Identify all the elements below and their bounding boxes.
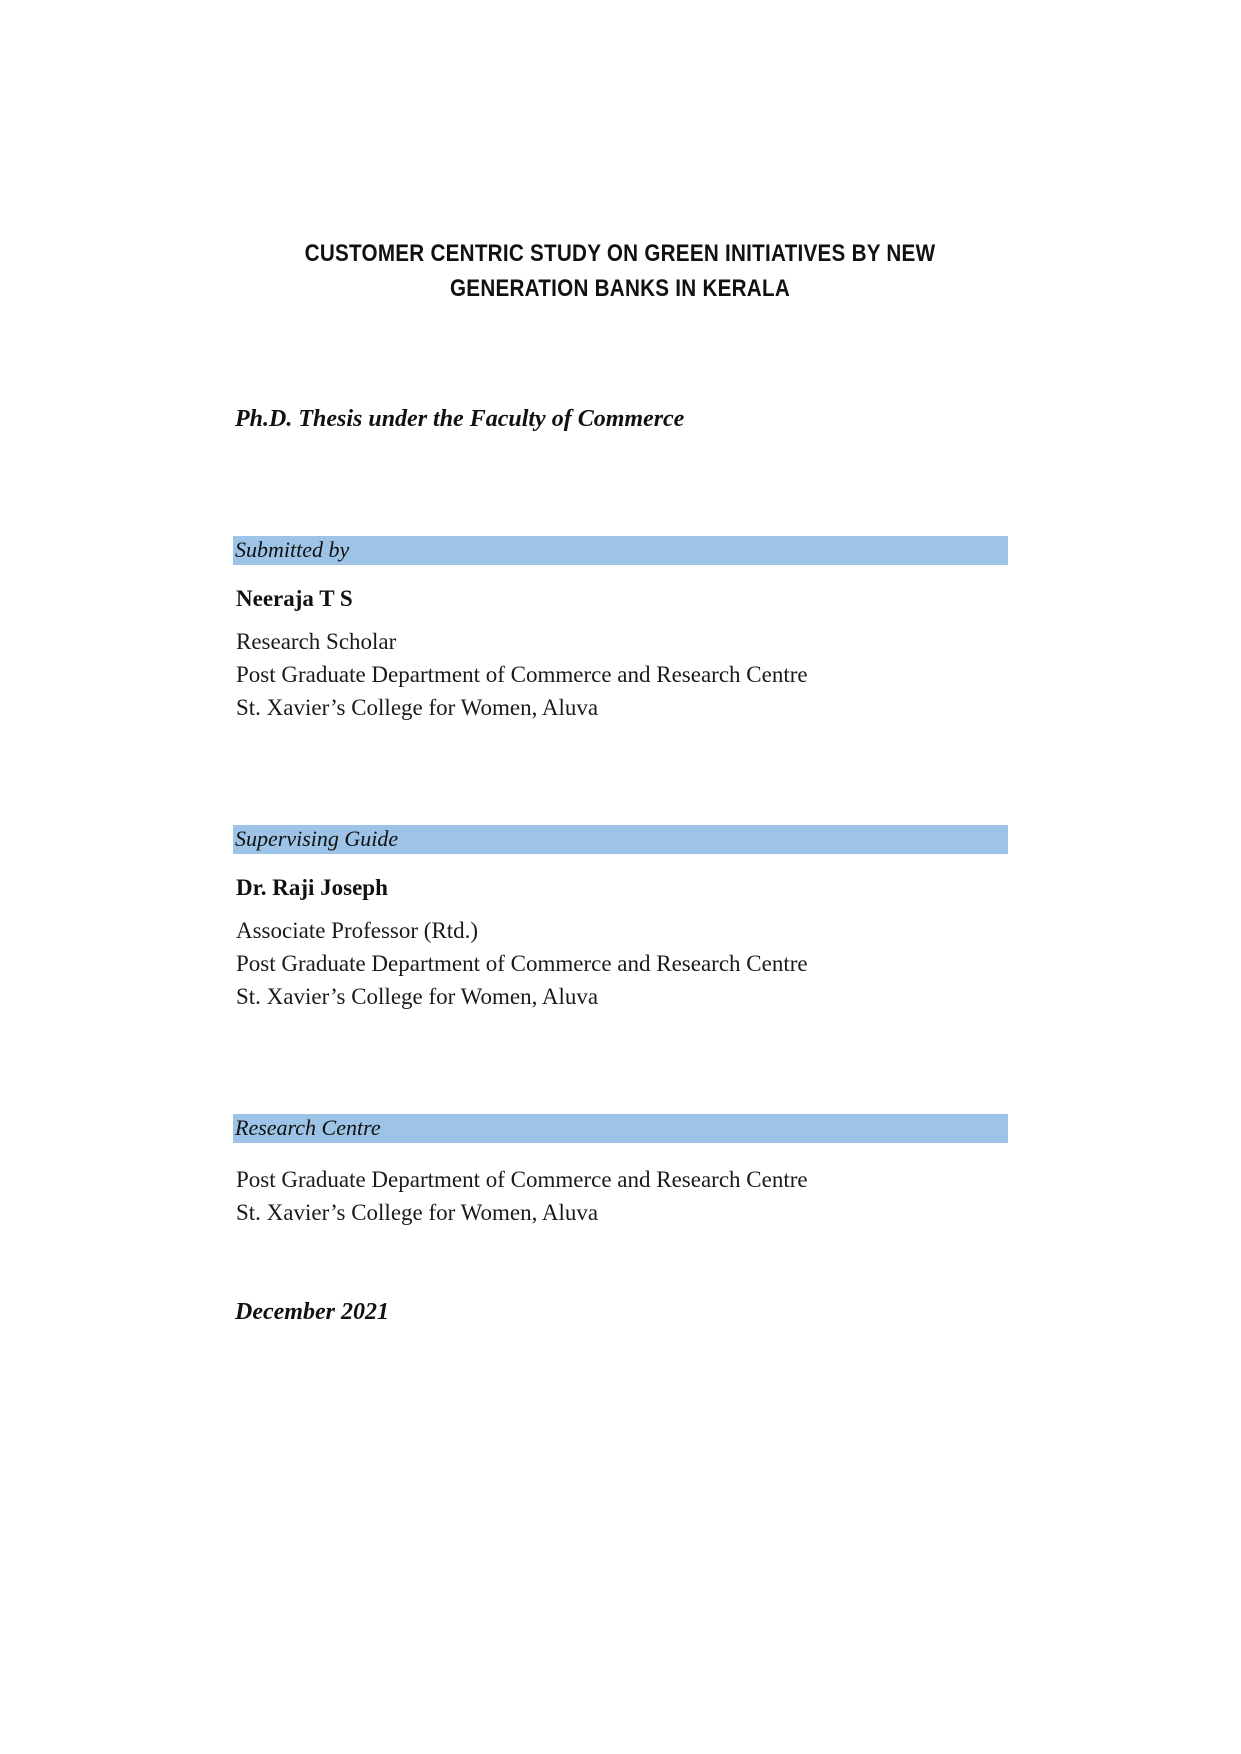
guide-department: Post Graduate Department of Commerce and Research Centre: [236, 951, 808, 976]
scholar-name: Neeraja T S: [236, 586, 353, 611]
thesis-title-line-1: CUSTOMER CENTRIC STUDY ON GREEN INITIATIVES BY NEW: [304, 240, 936, 267]
scholar-college: St. Xavier’s College for Women, Aluva: [236, 695, 599, 720]
guide-designation: Associate Professor (Rtd.): [236, 918, 479, 943]
research-centre-details: [236, 1163, 808, 1229]
supervising-guide-heading: Supervising Guide: [233, 825, 1008, 854]
research-centre-department: Post Graduate Department of Commerce and Research Centre: [236, 1167, 808, 1192]
scholar-details: [236, 625, 808, 724]
thesis-subtitle: Ph.D. Thesis under the Faculty of Commerce: [235, 406, 685, 432]
guide-details: [236, 914, 808, 1013]
guide-college: St. Xavier’s College for Women, Aluva: [236, 984, 599, 1009]
guide-name: Dr. Raji Joseph: [236, 875, 388, 900]
scholar-designation: Research Scholar: [236, 629, 397, 654]
research-centre-heading: Research Centre: [233, 1114, 1008, 1143]
thesis-title-line-2: GENERATION BANKS IN KERALA: [449, 275, 791, 302]
submitted-by-heading: Submitted by: [233, 536, 1008, 565]
submission-date: December 2021: [235, 1299, 389, 1325]
research-centre-college: St. Xavier’s College for Women, Aluva: [236, 1200, 599, 1225]
scholar-department: Post Graduate Department of Commerce and Research Centre: [236, 662, 808, 687]
thesis-title: [289, 236, 951, 306]
